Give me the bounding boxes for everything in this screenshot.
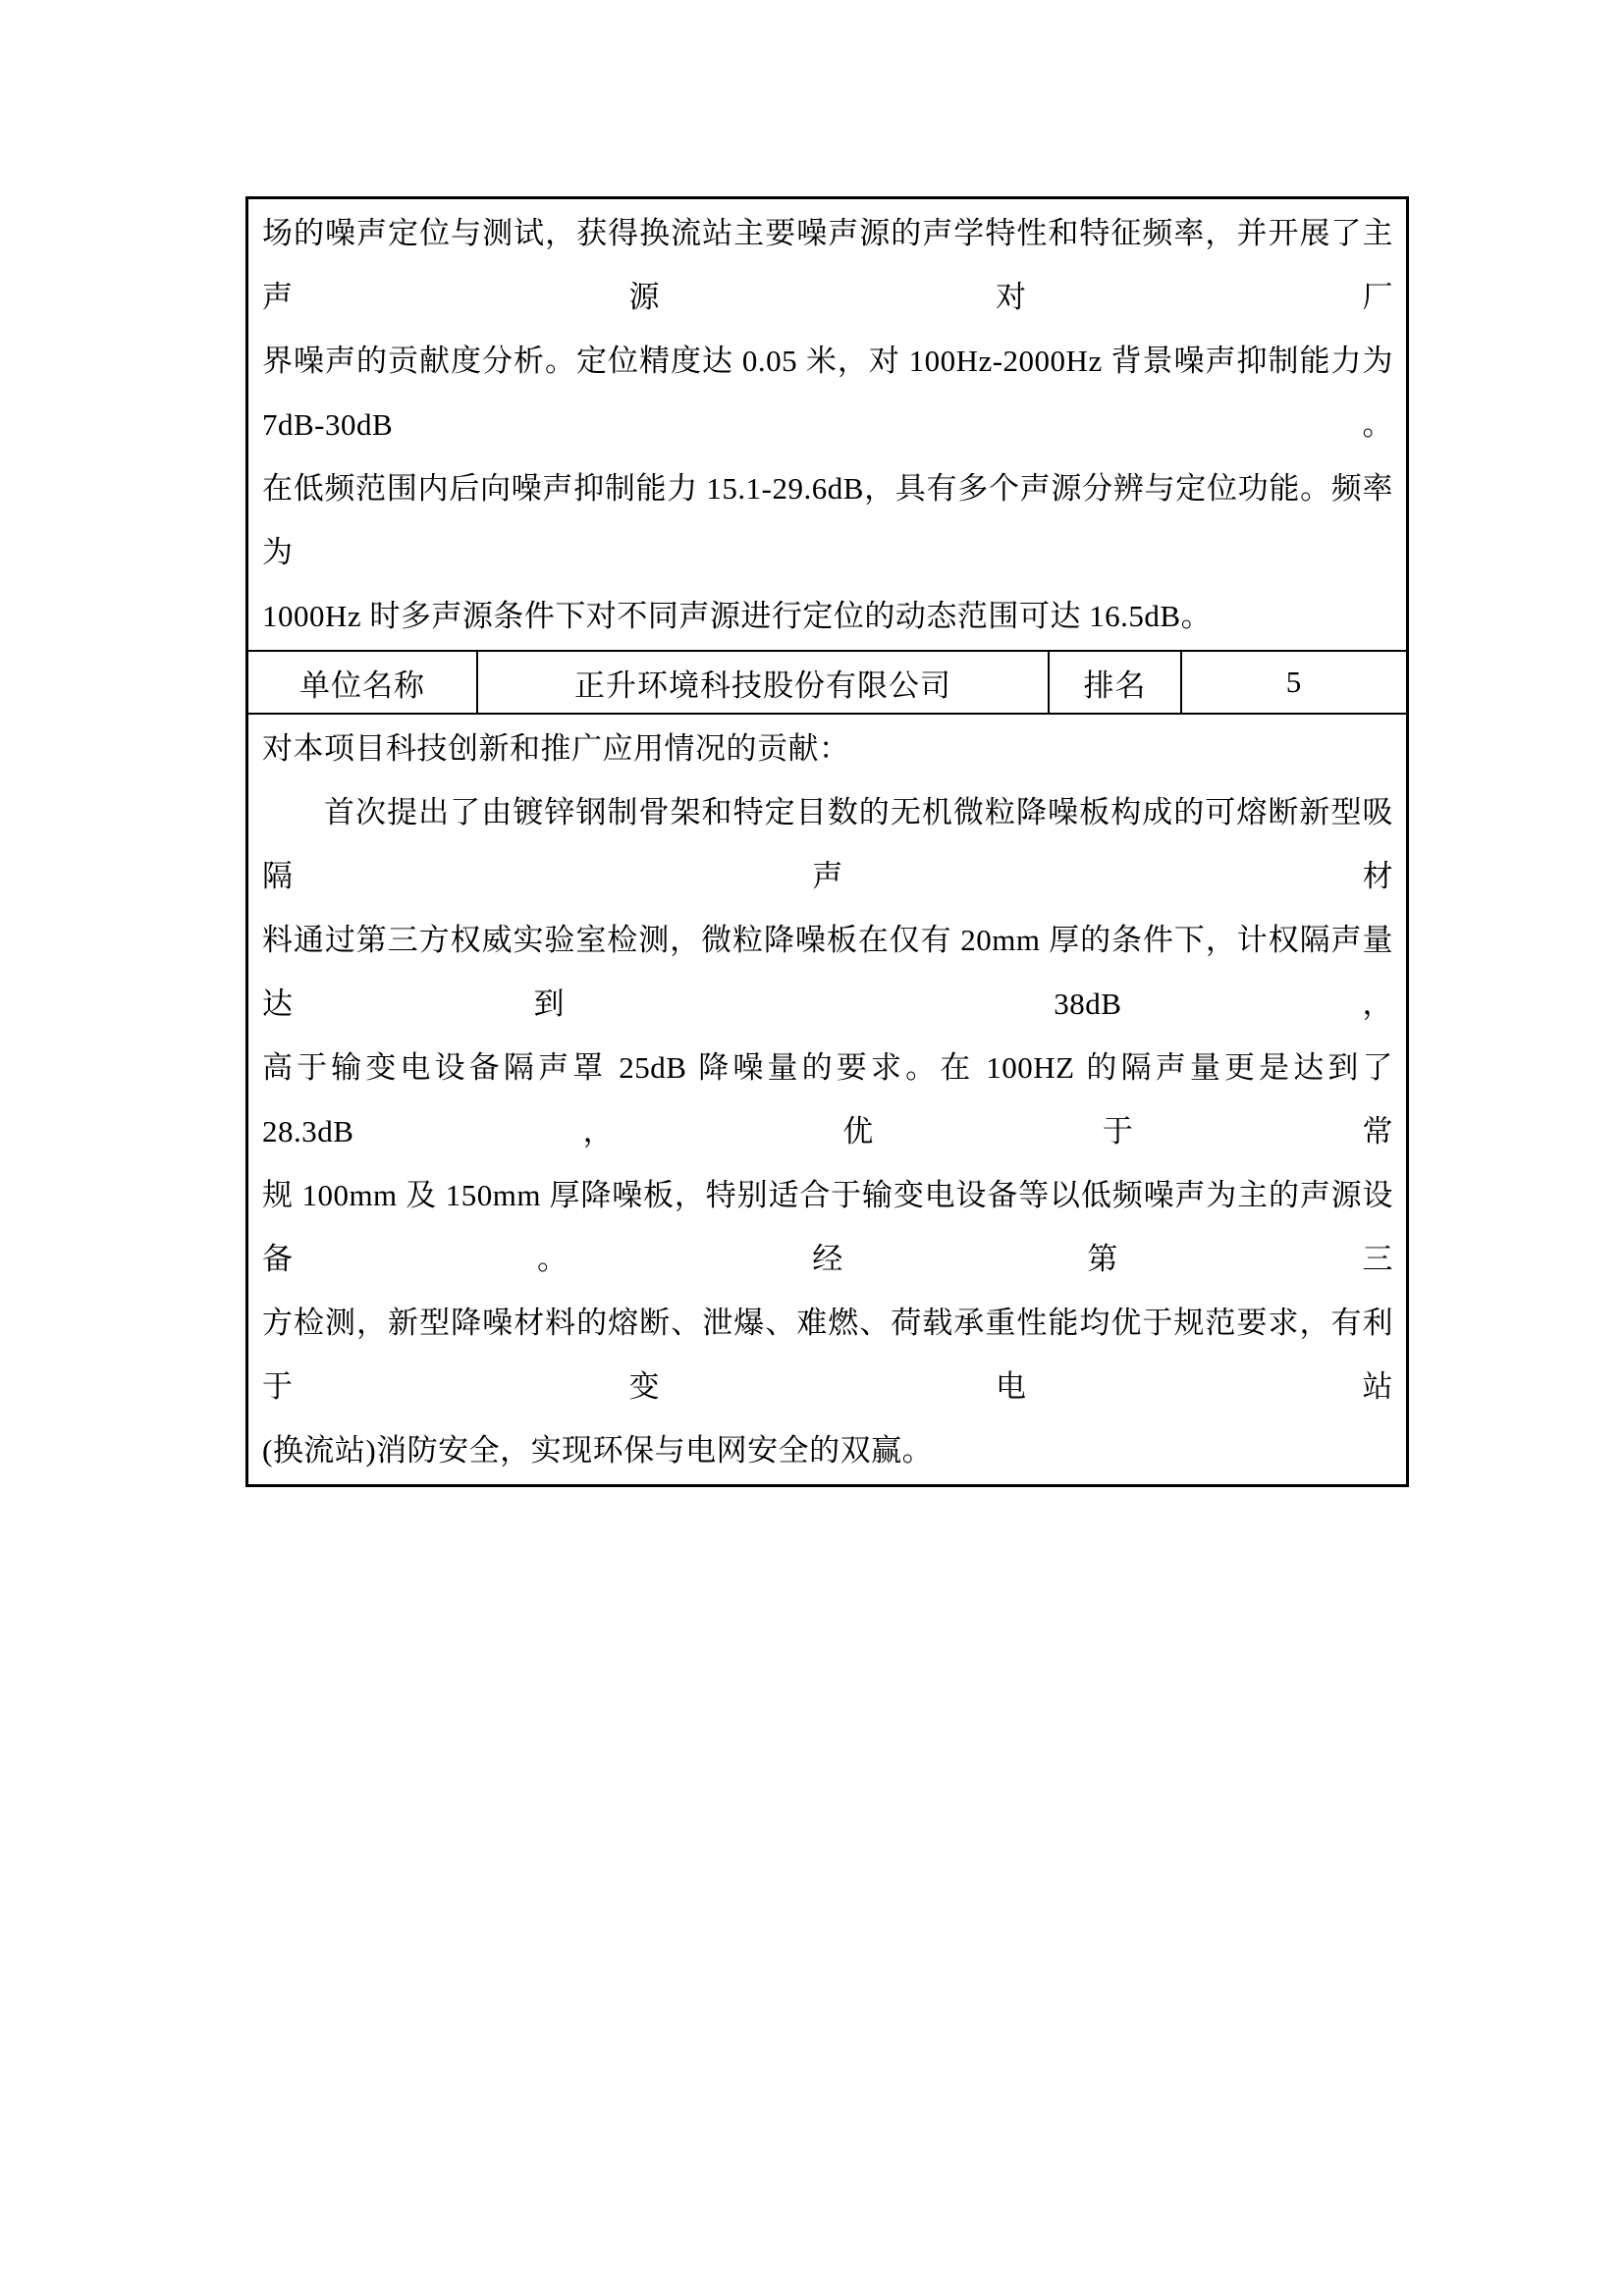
contribution-line: 方检测，新型降噪材料的熔断、泄爆、难燃、荷载承重性能均优于规范要求，有利于变电站 (262, 1306, 1393, 1404)
intro-line: 界噪声的贡献度分析。定位精度达 0.05 米，对 100Hz-2000Hz 背景噪声抑制能力为 7dB-30dB。 (262, 344, 1393, 442)
contribution-heading: 对本项目科技创新和推广应用情况的贡献： (262, 731, 850, 766)
contribution-cell (248, 713, 1406, 1484)
contribution-line: 首次提出了由镀锌钢制骨架和特定目数的无机微粒降噪板构成的可熔断新型吸隔声材 (262, 795, 1393, 893)
project-contribution-table (245, 196, 1409, 1487)
unit-rank-row (248, 652, 1406, 713)
unit-name-label: 单位名称 (248, 652, 478, 713)
intro-line: 场的噪声定位与测试，获得换流站主要噪声源的声学特性和特征频率，并开展了主声源对厂 (262, 216, 1393, 314)
rank-label: 排名 (1050, 652, 1182, 713)
unit-name-value: 正升环境科技股份有限公司 (478, 652, 1050, 713)
intro-line: 在低频范围内后向噪声抑制能力 15.1-29.6dB，具有多个声源分辨与定位功能。频率为 (262, 471, 1393, 569)
intro-line: 1000Hz 时多声源条件下对不同声源进行定位的动态范围可达 16.5dB。 (262, 599, 1213, 633)
contribution-line: 高于输变电设备隔声罩 25dB 降噪量的要求。在 100HZ 的隔声量更是达到了 28.3dB，优于常 (262, 1050, 1393, 1148)
contribution-line: 规 100mm 及 150mm 厚降噪板，特别适合于输变电设备等以低频噪声为主的声源设备。经第三 (262, 1178, 1393, 1276)
contribution-line: 料通过第三方权威实验室检测，微粒降噪板在仅有 20mm 厚的条件下，计权隔声量达到 38dB， (262, 923, 1393, 1021)
intro-paragraph-cell (248, 199, 1406, 652)
contribution-line: (换流站)消防安全，实现环保与电网安全的双赢。 (262, 1433, 934, 1468)
rank-value: 5 (1285, 665, 1303, 699)
